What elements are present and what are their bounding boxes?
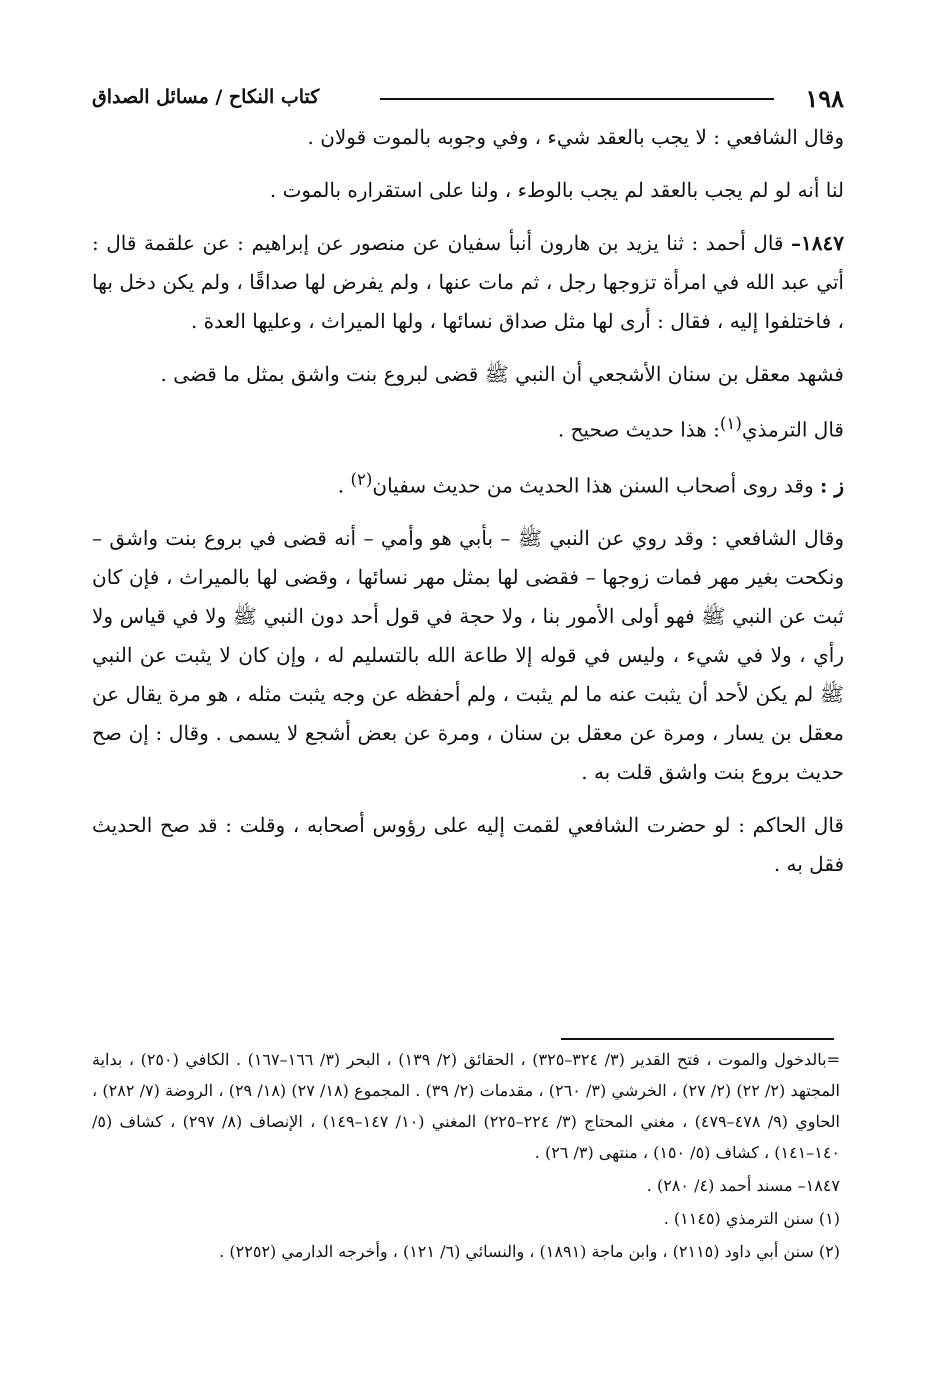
page-number: ١٩٨: [805, 84, 844, 113]
tirmidhi-text: قال الترمذي: [741, 417, 844, 442]
footnote-2: (٢) سنن أبي داود (٢١١٥) ، وابن ماجة (١٨٩١) ، والنسائي (٦/ ١٢١) ، وأخرجه الدارمي (٢٢٥٢) .: [219, 1242, 840, 1261]
footnote-1: (١) سنن الترمذي (١١٤٥) .: [663, 1209, 840, 1228]
running-title: كتاب النكاح / مسائل الصداق: [92, 86, 320, 108]
sunan-text: وقد روى أصحاب السنن هذا الحديث من حديث سفيان: [372, 473, 820, 498]
tirmidhi-verdict: : هذا حديث صحيح .: [557, 417, 720, 442]
paragraph-shafii-discussion: وقال الشافعي : وقد روي عن النبي ﷺ – بأبي هو وأمي – أنه قضى في بروع بنت واشق – ونكحت بغير مهر فمات زوجها – فقضى لها بمثل مهر نسائها ، وقضى لها بالميراث ، فإن كان ثبت عن النبي ﷺ فهو أولى الأمور بنا ، ولا حجة في قول أحد دون النبي ﷺ ولا في قياس ولا رأي ، ولا في شيء ، وليس في قوله إلا طاعة الله بالتسليم له ، وإن كان لا يثبت عن النبي ﷺ لم يكن لأحد أن يثبت عنه ما لم يثبت ، ولم أحفظه عن وجه يثبت مثله ، هو مرة يقال عن معقل بن يسار ، ومرة عن معقل بن سنان ، ومرة عن بعض أشجع لا يسمى . وقال : إن صح حديث بروع بنت واشق قلت به .: [92, 526, 844, 785]
editor-mark: ز :: [819, 473, 844, 498]
sunan-end: .: [337, 473, 351, 498]
footnote-hadith-source: ١٨٤٧– مسند أحمد (٤/ ٢٨٠) .: [646, 1176, 840, 1195]
footnote-ref-1: (١): [719, 414, 742, 433]
main-text: [92, 118, 844, 884]
footnotes: [92, 1044, 840, 1267]
paragraph-hadith-1847: [92, 224, 844, 341]
page-header: [92, 82, 844, 116]
paragraph-argument: لنا أنه لو لم يجب بالعقد لم يجب بالوطء ، ولنا على استقراره بالموت .: [269, 178, 844, 202]
header-rule: [380, 98, 774, 100]
hadith-number: ١٨٤٧–: [791, 231, 844, 255]
paragraph-shafii-opinion: وقال الشافعي : لا يجب بالعقد شيء ، وفي وجوبه بالموت قولان .: [307, 125, 844, 149]
footnote-rule: [561, 1038, 834, 1040]
footnote-ref-2: (٢): [350, 469, 373, 489]
paragraph-hakim: قال الحاكم : لو حضرت الشافعي لقمت إليه على رؤوس أصحابه ، وقلت : قد صح الحديث فقل به .: [92, 813, 844, 877]
footnote-continuation: =بالدخول والموت ، فتح القدير (٣/ ٣٢٤–٣٢٥) ، الحقائق (٢/ ١٣٩) ، البحر (٣/ ١٦٦–١٦٧) . الكافي (٢٥٠) ، بداية المجتهد (٢/ ٢٢) (٢/ ٢٧) ، الخرشي (٣/ ٢٦٠) ، مقدمات (٢/ ٣٩) . المجموع (١٨/ ٢٧) (١٨/ ٢٩) ، الروضة (٧/ ٢٨٢) ، الحاوي (٩/ ٤٧٨–٤٧٩) ، مغني المحتاج (٣/ ٢٢٤–٢٢٥) المغني (١٠/ ١٤٧–١٤٩) ، الإنصاف (٨/ ٢٩٧) ، كشاف (٥/ ١٤٠–١٤١) ، كشاف (٥/ ١٥٠) ، منتهى (٣/ ٢٦) .: [92, 1050, 841, 1162]
hadith-text: قال أحمد : ثنا يزيد بن هارون أنبأ سفيان عن منصور عن إبراهيم : عن علقمة قال : أتي عبد الله في امرأة تزوجها رجل ، ثم مات عنها ، ولم يفرض لها صداقًا ، ولم يكن دخل بها ، فاختلفوا إليه ، فقال : أرى لها مثل صداق نسائها ، ولها الميراث ، وعليها العدة .: [92, 231, 844, 333]
paragraph-tirmidhi: [92, 404, 844, 450]
paragraph-sunan-note: [92, 460, 844, 506]
paragraph-maqil-testimony: فشهد معقل بن سنان الأشجعي أن النبي ﷺ قضى لبروع بنت واشق بمثل ما قضى .: [160, 362, 844, 386]
